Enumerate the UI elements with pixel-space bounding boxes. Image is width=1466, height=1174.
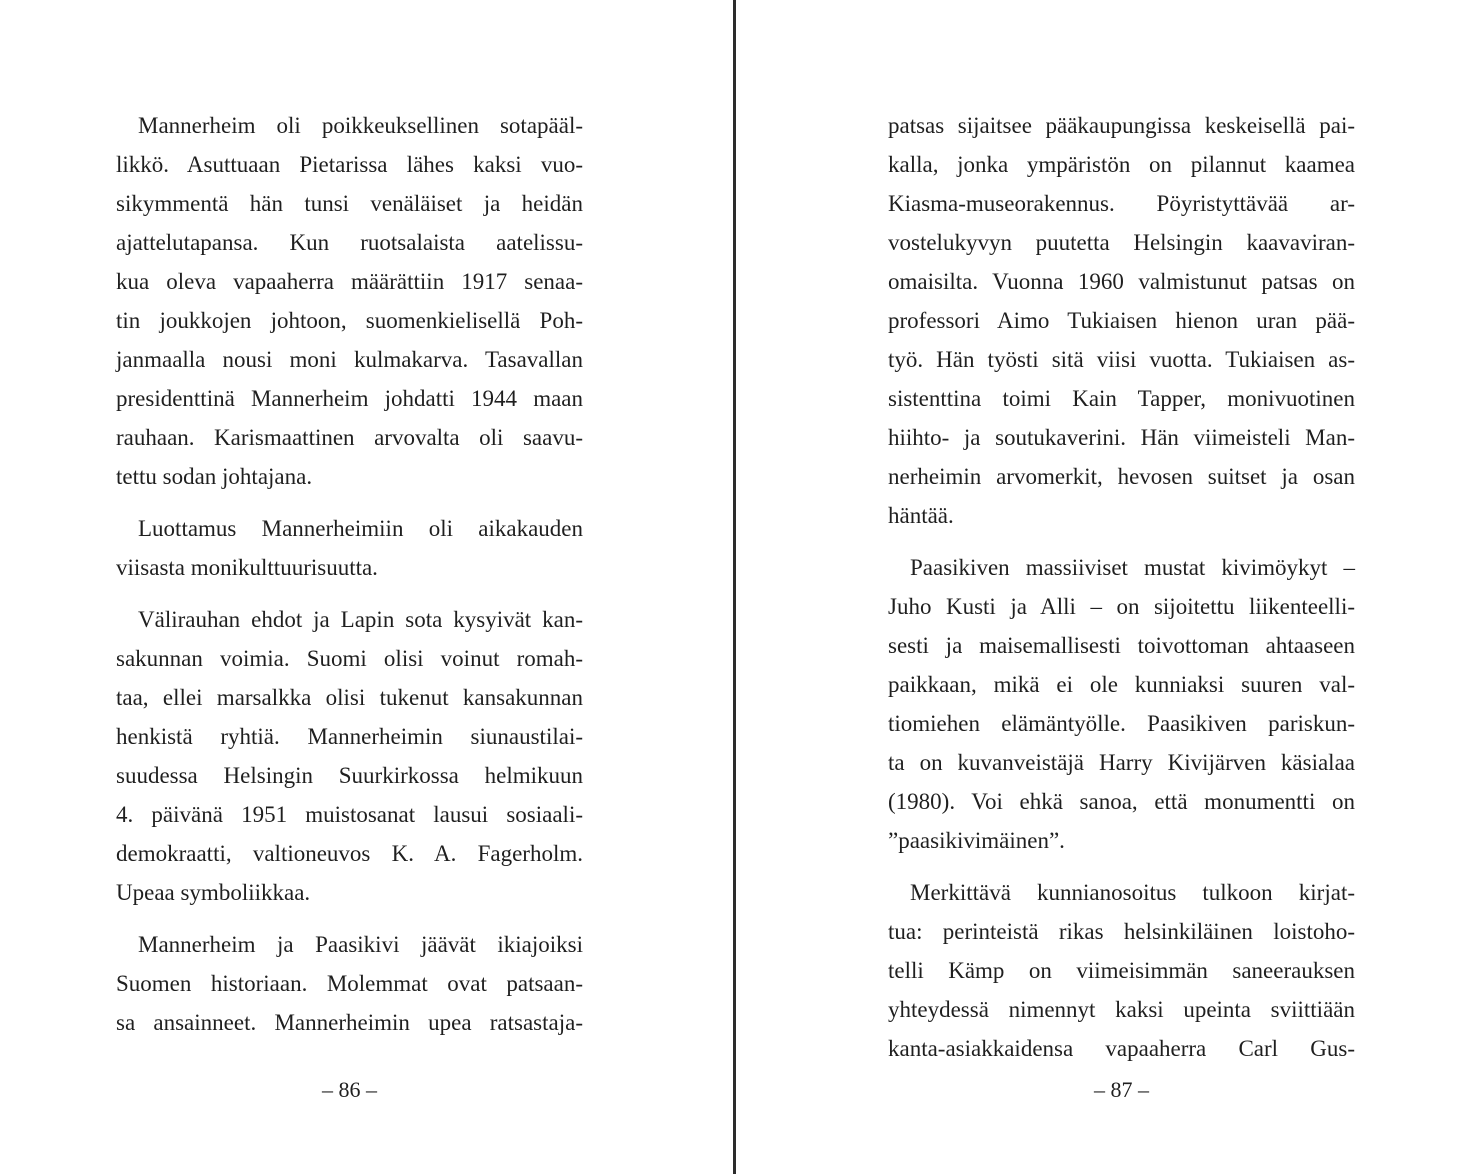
text-line: 4. päivänä 1951 muistosanat lausui sosiaali- bbox=[116, 802, 583, 827]
page-right-text-column bbox=[888, 106, 1355, 1068]
text-line: likkö. Asuttuaan Pietarissa lähes kaksi vuo- bbox=[116, 152, 583, 177]
text-line: Merkittävä kunnianosoitus tulkoon kirjat- bbox=[910, 880, 1355, 905]
text-line: työ. Hän työsti sitä viisi vuotta. Tukiaisen as- bbox=[888, 347, 1355, 372]
text-line: hiihto- ja soutukaverini. Hän viimeisteli Man- bbox=[888, 425, 1355, 450]
text-line: sistenttina toimi Kain Tapper, monivuotinen bbox=[888, 386, 1355, 411]
text-line: ta on kuvanveistäjä Harry Kivijärven käsialaa bbox=[888, 750, 1355, 775]
text-line: kua oleva vapaaherra määrättiin 1917 senaa- bbox=[116, 269, 583, 294]
text-line: rauhaan. Karismaattinen arvovalta oli saavu- bbox=[116, 425, 583, 450]
paragraph bbox=[116, 106, 583, 496]
text-line: Mannerheim ja Paasikivi jäävät ikiajoiksi bbox=[138, 932, 583, 957]
text-line: Välirauhan ehdot ja Lapin sota kysyivät kan- bbox=[138, 607, 583, 632]
page-divider-rule bbox=[733, 0, 736, 1174]
paragraph bbox=[888, 873, 1355, 1068]
paragraph bbox=[888, 106, 1355, 535]
text-line: kanta-asiakkaidensa vapaaherra Carl Gus- bbox=[888, 1036, 1355, 1061]
text-line: tettu sodan johtajana. bbox=[116, 464, 313, 489]
paragraph bbox=[116, 925, 583, 1042]
text-line: (1980). Voi ehkä sanoa, että monumentti on bbox=[888, 789, 1355, 814]
text-line: professori Aimo Tukiaisen hienon uran pää- bbox=[888, 308, 1355, 333]
text-line: presidenttinä Mannerheim johdatti 1944 maan bbox=[116, 386, 583, 411]
text-line: suudessa Helsingin Suurkirkossa helmikuun bbox=[116, 763, 583, 788]
text-line: henkistä ryhtiä. Mannerheimin siunaustilai- bbox=[116, 724, 583, 749]
paragraph bbox=[116, 600, 583, 912]
text-line: kalla, jonka ympäristön on pilannut kaamea bbox=[888, 152, 1355, 177]
page-number-right: – 87 – bbox=[1094, 1077, 1149, 1102]
text-line: Juho Kusti ja Alli – on sijoitettu liikenteelli- bbox=[888, 594, 1355, 619]
text-line: ”paasikivimäinen”. bbox=[888, 828, 1065, 853]
text-line: patsas sijaitsee pääkaupungissa keskeisellä pai- bbox=[888, 113, 1355, 138]
text-line: tua: perinteistä rikas helsinkiläinen loistoho- bbox=[888, 919, 1355, 944]
text-line: telli Kämp on viimeisimmän saneerauksen bbox=[888, 958, 1355, 983]
text-line: Upeaa symboliikkaa. bbox=[116, 880, 311, 905]
text-line: sakunnan voimia. Suomi olisi voinut romah- bbox=[116, 646, 583, 671]
text-line: Mannerheim oli poikkeuksellinen sotapääl- bbox=[138, 113, 583, 138]
text-line: tiomiehen elämäntyölle. Paasikiven pariskun- bbox=[888, 711, 1355, 736]
text-line: häntää. bbox=[888, 503, 954, 528]
text-line: omaisilta. Vuonna 1960 valmistunut patsas on bbox=[888, 269, 1355, 294]
text-line: sesti ja maisemallisesti toivottoman ahtaaseen bbox=[888, 633, 1355, 658]
text-line: Luottamus Mannerheimiin oli aikakauden bbox=[138, 516, 583, 541]
text-line: sa ansainneet. Mannerheimin upea ratsastaja- bbox=[116, 1010, 583, 1035]
text-line: vostelukyvyn puutetta Helsingin kaavaviran- bbox=[888, 230, 1355, 255]
text-line: Paasikiven massiiviset mustat kivimöykyt – bbox=[910, 555, 1355, 580]
page-left-text-column bbox=[116, 106, 583, 1042]
text-line: tin joukkojen johtoon, suomenkielisellä Poh- bbox=[116, 308, 583, 333]
text-line: taa, ellei marsalkka olisi tukenut kansakunnan bbox=[116, 685, 583, 710]
text-line: Suomen historiaan. Molemmat ovat patsaan- bbox=[116, 971, 583, 996]
text-line: Kiasma-museorakennus. Pöyristyttävää ar- bbox=[888, 191, 1355, 216]
text-line: sikymmentä hän tunsi venäläiset ja heidän bbox=[116, 191, 583, 216]
text-line: ajattelutapansa. Kun ruotsalaista aatelissu- bbox=[116, 230, 583, 255]
text-line: janmaalla nousi moni kulmakarva. Tasavallan bbox=[116, 347, 583, 372]
text-line: nerheimin arvomerkit, hevosen suitset ja osan bbox=[888, 464, 1355, 489]
paragraph bbox=[116, 509, 583, 587]
paragraph bbox=[888, 548, 1355, 860]
text-line: demokraatti, valtioneuvos K. A. Fagerholm. bbox=[116, 841, 583, 866]
page-number-left: – 86 – bbox=[322, 1077, 377, 1102]
text-line: viisasta monikulttuurisuutta. bbox=[116, 555, 378, 580]
text-line: paikkaan, mikä ei ole kunniaksi suuren val- bbox=[888, 672, 1355, 697]
text-line: yhteydessä nimennyt kaksi upeinta sviittiään bbox=[888, 997, 1355, 1022]
